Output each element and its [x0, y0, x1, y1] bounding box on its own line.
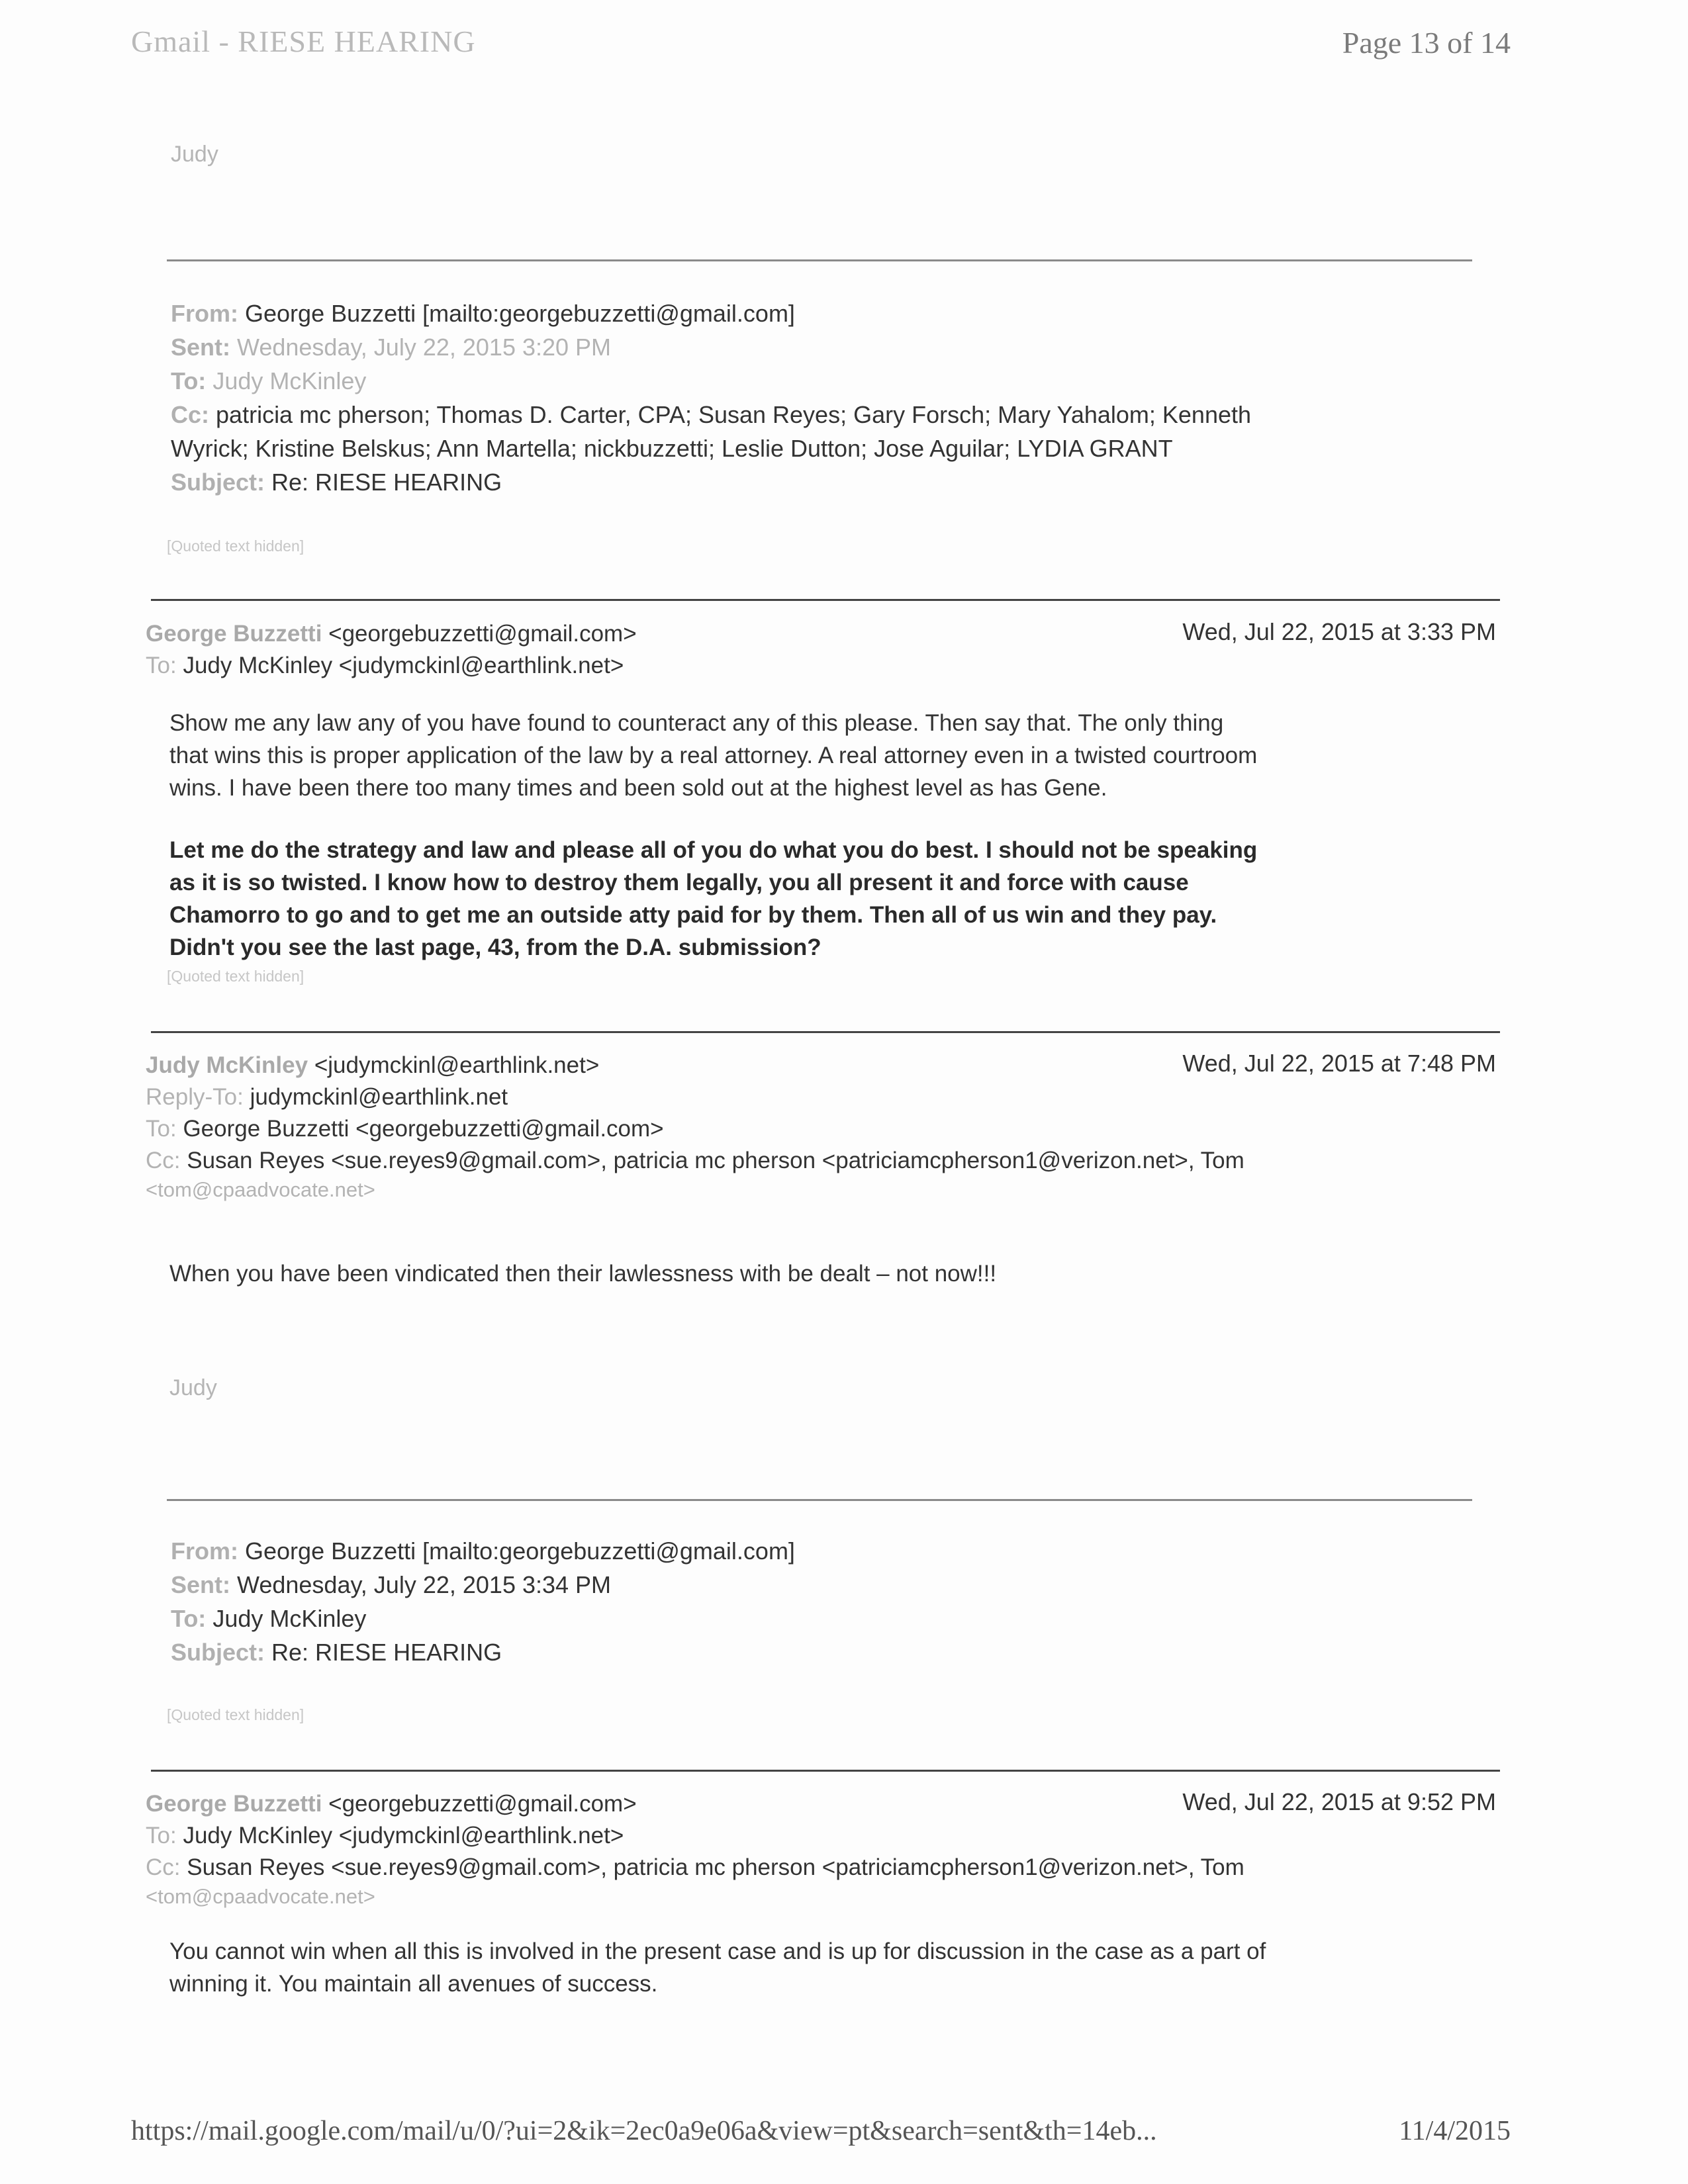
to-value: Judy McKinley <judymckinl@earthlink.net>: [183, 653, 624, 678]
bold-line: Let me do the strategy and law and please all of you do what you do best. I should not be speaking: [169, 837, 1258, 863]
quoted-text-hidden[interactable]: [Quoted text hidden]: [167, 537, 305, 555]
message-body: [169, 1935, 1266, 2000]
quoted-signature: Judy: [171, 142, 218, 167]
sent-value: Wednesday, July 22, 2015 3:20 PM: [237, 334, 612, 361]
to-value: Judy McKinley <judymckinl@earthlink.net>: [183, 1823, 624, 1848]
message-sender[interactable]: [146, 618, 637, 650]
message-divider: [151, 1770, 1500, 1772]
sent-label: Sent:: [171, 334, 230, 361]
reply-to-value: judymckinl@earthlink.net: [250, 1084, 508, 1110]
reply-to-label: Reply-To:: [146, 1084, 244, 1110]
sender-email: <georgebuzzetti@gmail.com>: [328, 1791, 637, 1817]
bold-line: as it is so twisted. I know how to destroy them legally, you all present it and force with cause: [169, 870, 1189, 895]
cc-label: Cc:: [146, 1854, 181, 1880]
message-sender[interactable]: [146, 1788, 637, 1820]
cc-value-line2: <tom@cpaadvocate.net>: [146, 1885, 375, 1908]
message-date: Wed, Jul 22, 2015 at 7:48 PM: [1182, 1050, 1496, 1077]
from-value: George Buzzetti [mailto:georgebuzzetti@gmail.com]: [245, 1537, 795, 1565]
from-label: From:: [171, 1537, 238, 1565]
sent-value: Wednesday, July 22, 2015 3:34 PM: [237, 1571, 612, 1598]
sent-label: Sent:: [171, 1571, 230, 1598]
message-body: When you have been vindicated then their lawlessness with be dealt – not now!!!: [169, 1261, 997, 1287]
cc-label: Cc:: [146, 1148, 181, 1173]
subject-value: Re: RIESE HEARING: [271, 469, 502, 496]
sender-name: Judy McKinley: [146, 1052, 308, 1078]
message-cc: [146, 1145, 1244, 1177]
body-line: Show me any law any of you have found to counteract any of this please. Then say that. The only thing: [169, 710, 1224, 736]
sender-email: <judymckinl@earthlink.net>: [314, 1052, 600, 1078]
to-label: To:: [171, 367, 207, 394]
bold-line: Chamorro to go and to get me an outside atty paid for by them. Then all of us win and they pay.: [169, 902, 1217, 928]
from-value: George Buzzetti [mailto:georgebuzzetti@gmail.com]: [245, 300, 795, 327]
body-line: that wins this is proper application of the law by a real attorney. A real attorney even in a twisted courtroom: [169, 743, 1258, 768]
message-body: [169, 707, 1257, 804]
to-label: To:: [171, 1605, 207, 1632]
message-body-bold: [169, 834, 1257, 964]
quote-divider: [167, 259, 1472, 261]
to-value: George Buzzetti <georgebuzzetti@gmail.com>: [183, 1116, 664, 1142]
print-footer-date: 11/4/2015: [1399, 2116, 1511, 2146]
message-recipients: [146, 1113, 664, 1145]
body-line: wins. I have been there too many times and been sold out at the highest level as has Gene.: [169, 775, 1107, 801]
to-value: Judy McKinley: [212, 367, 367, 394]
quoted-text-hidden[interactable]: [Quoted text hidden]: [167, 1706, 305, 1723]
sender-email: <georgebuzzetti@gmail.com>: [328, 621, 637, 647]
cc-value-line2: <tom@cpaadvocate.net>: [146, 1178, 375, 1201]
sender-name: George Buzzetti: [146, 1791, 322, 1817]
subject-label: Subject:: [171, 469, 265, 496]
message-signature: Judy: [169, 1375, 217, 1400]
to-label: To:: [146, 1116, 177, 1142]
message-date: Wed, Jul 22, 2015 at 9:52 PM: [1182, 1788, 1496, 1815]
print-page-title: Gmail - RIESE HEARING: [131, 24, 476, 58]
print-footer-url: https://mail.google.com/mail/u/0/?ui=2&ik=2ec0a9e06a&view=pt&search=sent&th=14eb...: [131, 2116, 1157, 2146]
message-divider: [151, 599, 1500, 601]
quoted-text-hidden[interactable]: [Quoted text hidden]: [167, 968, 305, 985]
from-label: From:: [171, 300, 238, 327]
subject-label: Subject:: [171, 1639, 265, 1666]
message-recipients: [146, 650, 624, 682]
quoted-header-block: [171, 1534, 795, 1669]
body-line: winning it. You maintain all avenues of success.: [169, 1971, 658, 1997]
quoted-header-block: [171, 296, 1251, 499]
message-sender[interactable]: [146, 1050, 599, 1081]
message-date: Wed, Jul 22, 2015 at 3:33 PM: [1182, 618, 1496, 645]
quote-divider: [167, 1499, 1472, 1501]
message-divider: [151, 1031, 1500, 1033]
to-label: To:: [146, 653, 177, 678]
bold-line: Didn't you see the last page, 43, from the D.A. submission?: [169, 934, 821, 960]
message-recipients: [146, 1820, 624, 1852]
to-value: Judy McKinley: [212, 1605, 367, 1632]
sender-name: George Buzzetti: [146, 621, 322, 647]
cc-label: Cc:: [171, 401, 210, 428]
message-cc: [146, 1852, 1244, 1884]
subject-value: Re: RIESE HEARING: [271, 1639, 502, 1666]
cc-value-line1: Susan Reyes <sue.reyes9@gmail.com>, patricia mc pherson <patriciamcpherson1@verizon.net>, Tom: [187, 1854, 1244, 1880]
cc-value-line1: Susan Reyes <sue.reyes9@gmail.com>, patricia mc pherson <patriciamcpherson1@verizon.net>, Tom: [187, 1148, 1244, 1173]
page-number: Page 13 of 14: [1342, 26, 1511, 60]
cc-value-line2: Wyrick; Kristine Belskus; Ann Martella; nickbuzzetti; Leslie Dutton; Jose Aguilar; LYDIA GRANT: [171, 435, 1173, 462]
message-reply-to: [146, 1081, 508, 1113]
to-label: To:: [146, 1823, 177, 1848]
cc-value-line1: patricia mc pherson; Thomas D. Carter, CPA; Susan Reyes; Gary Forsch; Mary Yahalom; Kenneth: [216, 401, 1252, 428]
body-line: You cannot win when all this is involved in the present case and is up for discussion in the case as a part of: [169, 1938, 1266, 1964]
